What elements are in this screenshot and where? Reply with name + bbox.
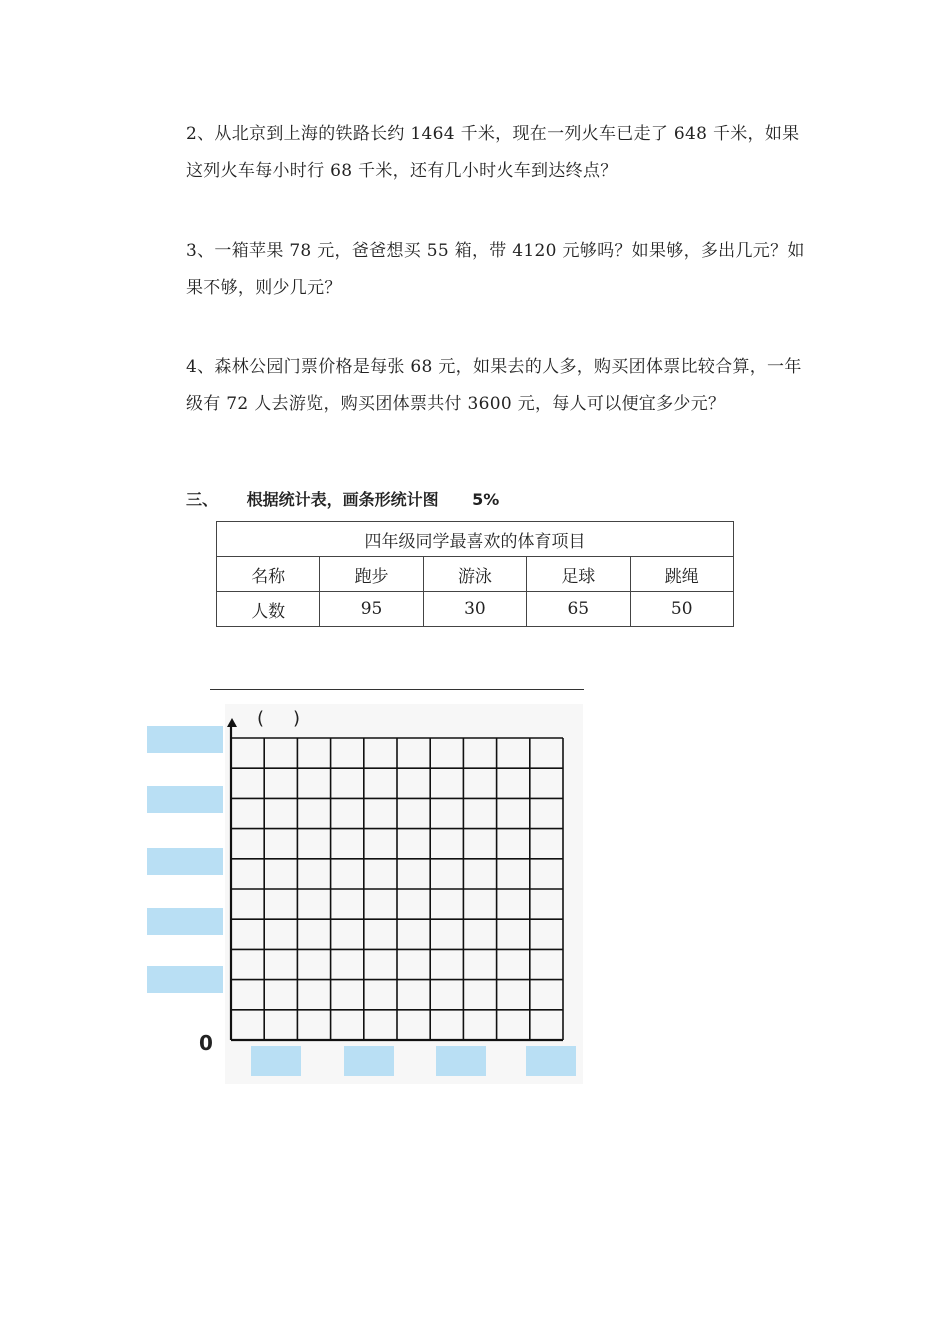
unit-open-paren: ( [257,708,265,729]
table-cell: 95 [320,592,423,627]
problem-3: 3、一箱苹果 78 元，爸爸想买 55 箱，带 4120 元够吗？如果够，多出几元？如果不够，则少几元？ [186,241,805,298]
section-title: 根据统计表，画条形统计图 [246,490,439,509]
statistics-table [216,521,734,627]
table-cell: 65 [527,592,630,627]
table-header-row [217,557,734,592]
table-caption: 四年级同学最喜欢的体育项目 [217,522,734,557]
section-score: 5% [472,490,500,509]
table-cell: 30 [423,592,526,627]
section-number: 三、 [186,490,219,509]
table-cell: 足球 [527,557,630,592]
unit-close-paren: ) [293,708,301,729]
problem-4: 4、森林公园门票价格是每张 68 元，如果去的人多，购买团体票比较合算，一年级有 72 人去游览，购买团体票共付 3600 元，每人可以便宜多少元？ [186,357,802,414]
table-cell: 跑步 [320,557,423,592]
y-axis-arrow-icon [227,718,237,727]
table-cell: 游泳 [423,557,526,592]
chart-grid [147,704,583,1084]
table-cell: 跳绳 [630,557,734,592]
chart-title-blank [210,689,584,690]
table-cell: 名称 [217,557,320,592]
y-axis-unit-blank [257,708,329,729]
table-row [217,592,734,627]
problem-2: 2、从北京到上海的铁路长约 1464 千米，现在一列火车已走了 648 千米，如果这列火车每小时行 68 千米，还有几小时火车到达终点？ [186,124,800,181]
table-cell: 人数 [217,592,320,627]
origin-label: 0 [199,1031,213,1055]
section-heading [186,487,499,510]
table-cell: 50 [630,592,734,627]
bar-chart-worksheet [147,704,583,1084]
